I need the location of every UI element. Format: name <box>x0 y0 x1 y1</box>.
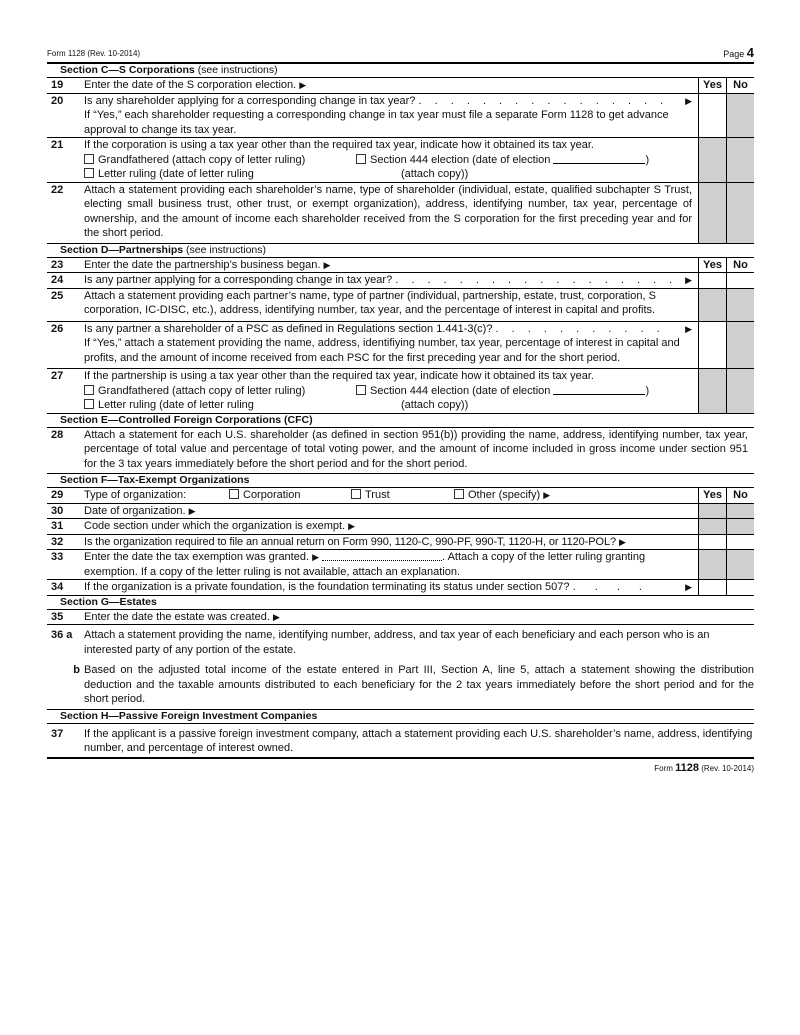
arrow-icon: ▶ <box>685 95 692 106</box>
page-number: Page 4 <box>723 44 754 60</box>
no-header: No <box>726 78 754 93</box>
yes-answer-32[interactable] <box>698 535 726 550</box>
arrow-icon: ▶ <box>188 505 196 516</box>
checkbox-grandfathered-27[interactable] <box>84 385 94 395</box>
no-answer-34[interactable] <box>726 580 754 595</box>
no-answer-24[interactable] <box>726 273 754 288</box>
checkbox-other[interactable] <box>454 489 464 499</box>
line-34: 34 If the organization is a private foundation, is the foundation terminating its status under section 507? . . . . ▶ <box>47 580 754 596</box>
page-header <box>47 46 754 64</box>
form-revision: Form 1128 (Rev. 10-2014) <box>47 48 141 58</box>
exemption-date-field[interactable] <box>322 551 442 561</box>
section-e-title: Section E—Controlled Foreign Corporations (CFC) <box>47 414 754 428</box>
arrow-icon: ▶ <box>543 490 551 500</box>
line-21: 21 If the corporation is using a tax year other than the required tax year, indicate how it obtained its tax year. Grandfathered (attach copy of letter ruling) Section 444 election (date of election ) Letter ruling (date of letter ruling (attach copy)) <box>47 138 754 183</box>
page-footer: Form 1128 (Rev. 10-2014) <box>654 761 754 774</box>
section-g-title: Section G—Estates <box>47 596 754 610</box>
election-date-field-21[interactable] <box>553 154 645 164</box>
section-f-title: Section F—Tax-Exempt Organizations <box>47 474 754 488</box>
line-32: 32 Is the organization required to file an annual return on Form 990, 1120-C, 990-PF, 990-T, 1120-H, or 1120-POL? ▶ <box>47 535 754 551</box>
arrow-icon: ▶ <box>685 275 692 285</box>
checkbox-letter-ruling-27[interactable] <box>84 399 94 409</box>
line-23: 23 Enter the date the partnership’s business began. ▶ Yes No <box>47 258 754 274</box>
line-36b: b Based on the adjusted total income of the estate entered in Part III, Section A, line 5, attach a statement showing the distribution deduction and the taxable amounts distributed to each beneficiary for the 2 tax years immediately before the short period and for the short period. <box>47 657 754 710</box>
arrow-icon: ▶ <box>299 80 307 90</box>
section-d-title: Section D—Partnerships (see instructions) <box>47 244 754 258</box>
arrow-icon: ▶ <box>272 611 280 622</box>
checkbox-grandfathered-21[interactable] <box>84 154 94 164</box>
checkbox-section-444-27[interactable] <box>356 385 366 395</box>
section-c-title: Section C—S Corporations (see instructions) <box>47 64 754 78</box>
arrow-icon: ▶ <box>618 536 626 547</box>
line-24: 24 Is any partner applying for a corresponding change in tax year? . . . . . . . . . . . . . . . . . . ▶ <box>47 273 754 289</box>
line-26: 26 Is any partner a shareholder of a PSC as defined in Regulations section 1.441-3(c)? . . . . . . . . . . . ▶ If “Yes,” attach a statement providing the name, address, identifiying number, tax year, percentage of interest in capital and profits, and the amount of income received from each PSC for the first preceding year and for the short period. <box>47 322 754 370</box>
line-22: 22 Attach a statement providing each shareholder’s name, type of shareholder (individual, estate, qualified subchapter S Trust, electing small business trust, other trust, or exempt organization), address, identifying number, tax year, percentage of ownership, and the amount of income each shareholder received from the S corporation for the first preceding year and for the short period. <box>47 183 754 244</box>
line-20: 20 Is any shareholder applying for a corresponding change in tax year? . . . . . . . . . . . . . . . . ▶ If “Yes,” each shareholder requesting a corresponding change in tax year must file a separate Form 1128 to get advance approval to change its tax year. <box>47 94 754 139</box>
arrow-icon: ▶ <box>685 582 692 592</box>
line-31: 31 Code section under which the organization is exempt. ▶ <box>47 519 754 535</box>
line-25: 25 Attach a statement providing each partner’s name, type of partner (individual, partnership, estate, trust, corporation, S corporation, IC-DISC, etc.), address, identifying number, tax year, and the percentage of interest in capital and profits. <box>47 289 754 322</box>
election-date-field-27[interactable] <box>553 385 645 395</box>
line-30: 30 Date of organization. ▶ <box>47 504 754 520</box>
checkbox-trust[interactable] <box>351 489 361 499</box>
yes-answer-20[interactable] <box>698 94 726 138</box>
checkbox-letter-ruling-21[interactable] <box>84 168 94 178</box>
line-27: 27 If the partnership is using a tax year other than the required tax year, indicate how it obtained its tax year. Grandfathered (attach copy of letter ruling) Section 444 election (date of election ) Letter ruling (date of letter ruling (attach copy)) <box>47 369 754 414</box>
line-29: 29 Type of organization: Corporation Trust Other (specify) ▶ Yes No <box>47 488 754 504</box>
section-h-title: Section H—Passive Foreign Investment Companies <box>47 710 754 724</box>
line-28: 28 Attach a statement for each U.S. shareholder (as defined in section 951(b)) providing the name, address, identifying number, tax year, percentage of total value and percentage of total voting power, and the amount of income included in gross income under section 951 for the 3 tax years immediately before the short period and for the short period. <box>47 428 754 475</box>
arrow-icon: ▶ <box>312 552 320 562</box>
line-19: 19 Enter the date of the S corporation election. ▶ Yes No <box>47 78 754 94</box>
arrow-icon: ▶ <box>323 259 331 270</box>
line-33: 33 Enter the date the tax exemption was granted. ▶ . Attach a copy of the letter ruling granting exemption. If a copy of the letter ruling is not available, attach an explanation. <box>47 550 754 580</box>
no-answer-20[interactable] <box>726 94 754 138</box>
yes-answer-24[interactable] <box>698 273 726 288</box>
yes-answer-26[interactable] <box>698 322 726 369</box>
form-page <box>47 46 754 776</box>
no-answer-26[interactable] <box>726 322 754 369</box>
line-35: 35 Enter the date the estate was created. ▶ <box>47 610 754 626</box>
checkbox-section-444-21[interactable] <box>356 154 366 164</box>
arrow-icon: ▶ <box>348 521 356 531</box>
yes-header: Yes <box>698 78 726 93</box>
line-37: 37 If the applicant is a passive foreign investment company, attach a statement providing each U.S. shareholder’s name, address, identifying number, and percentage of interest owned. <box>47 724 754 759</box>
line-36a: 36 a Attach a statement providing the name, identifying number, address, and tax year of each beneficiary and each person who is an interested party of any portion of the estate. <box>51 629 710 656</box>
arrow-icon: ▶ <box>685 323 692 334</box>
yes-answer-34[interactable] <box>698 580 726 595</box>
checkbox-corporation[interactable] <box>229 489 239 499</box>
no-answer-32[interactable] <box>726 535 754 550</box>
